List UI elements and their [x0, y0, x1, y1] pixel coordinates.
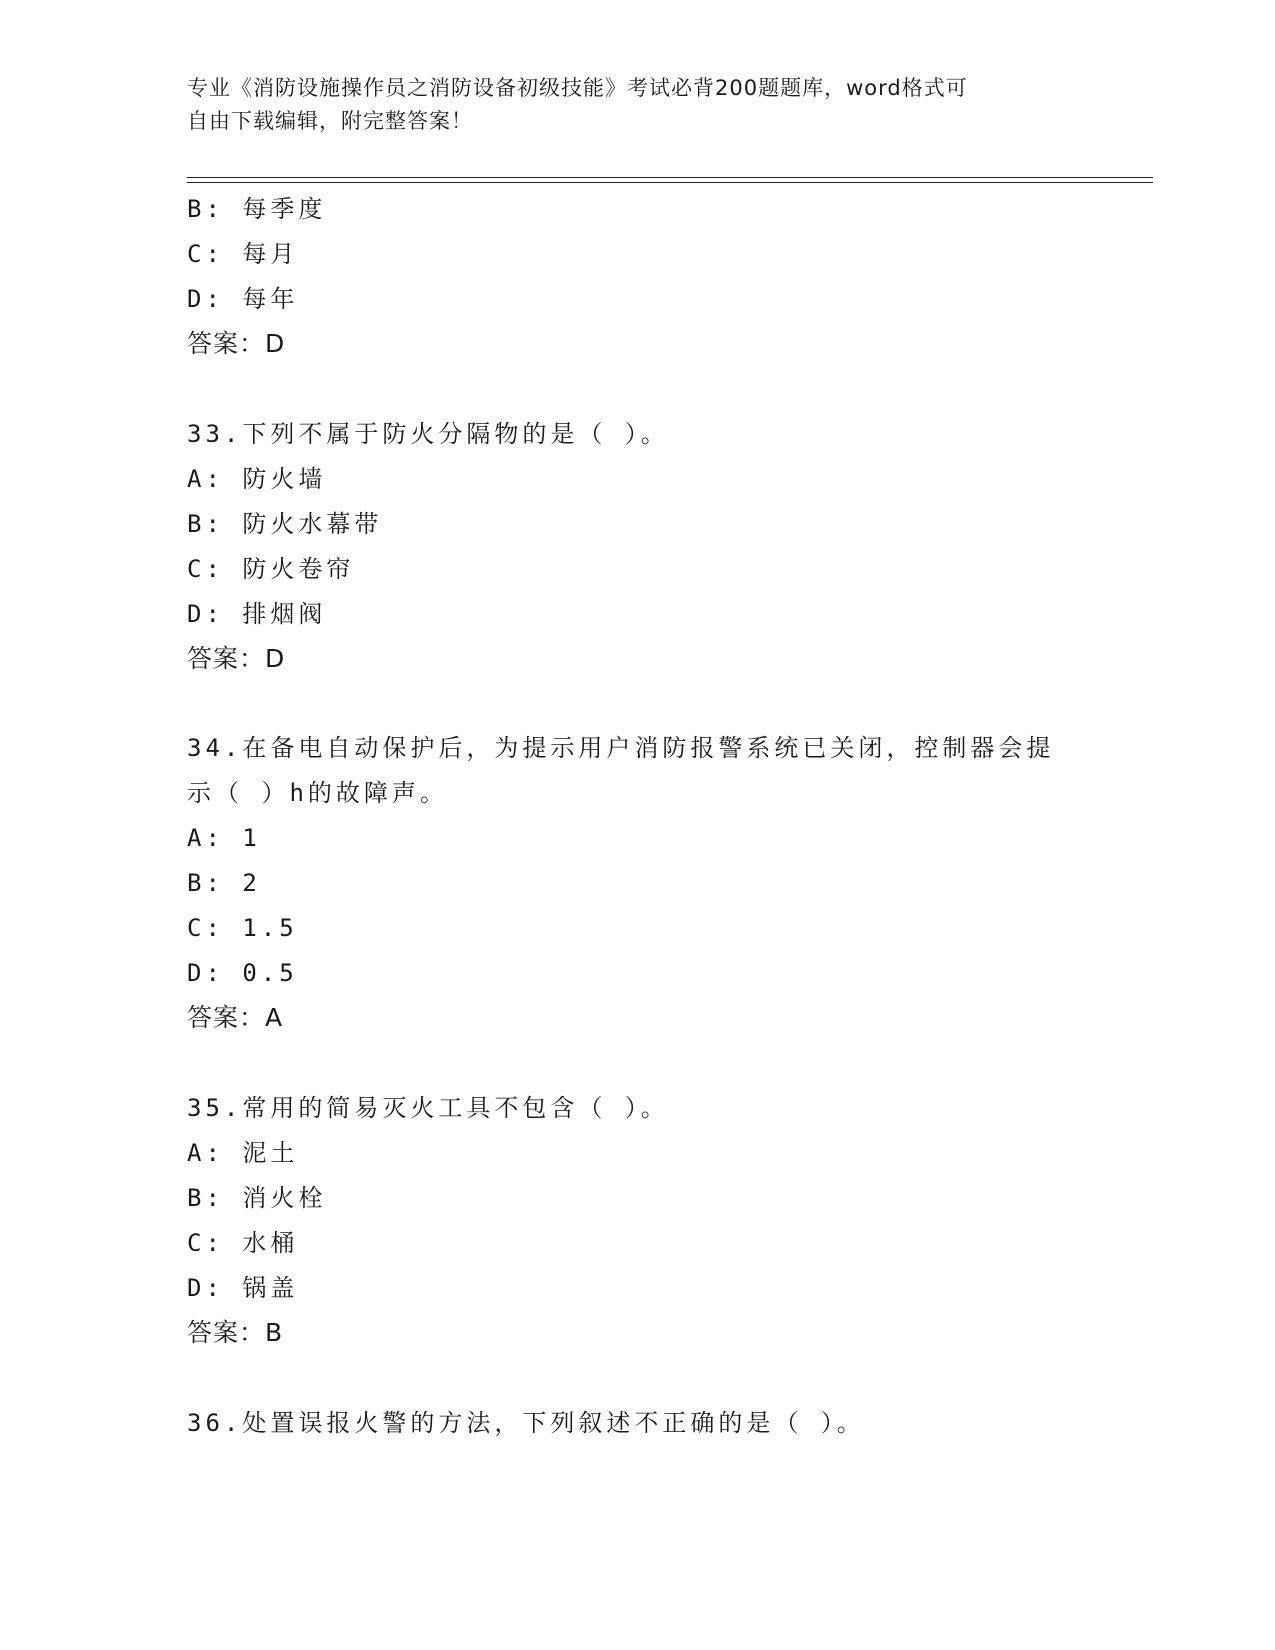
- header-line-2: 自由下载编辑，附完整答案！: [187, 109, 473, 133]
- header-line-1: 专业《消防设施操作员之消防设备初级技能》考试必背200题题库，word格式可: [187, 76, 968, 100]
- q32-answer: 答案：D: [187, 329, 286, 358]
- q35-answer: 答案：B: [187, 1318, 284, 1347]
- q32-option-b: B: 每季度: [187, 195, 327, 223]
- q36-stem: 36.处置误报火警的方法，下列叙述不正确的是（ ）。: [187, 1409, 865, 1437]
- q32-option-c: C: 每月: [187, 240, 299, 268]
- q35-option-c: C: 水桶: [187, 1229, 299, 1257]
- q34-stem-line-2: 示（ ）h的故障声。: [187, 779, 448, 807]
- q33-option-c: C: 防火卷帘: [187, 555, 355, 583]
- q33-answer: 答案：D: [187, 644, 286, 673]
- q33-stem: 33.下列不属于防火分隔物的是（ ）。: [187, 420, 669, 448]
- q32-option-d: D: 每年: [187, 285, 299, 313]
- q34-option-c: C: 1.5: [187, 914, 298, 942]
- q33-option-a: A: 防火墙: [187, 465, 327, 493]
- q35-option-a: A: 泥土: [187, 1139, 299, 1167]
- q34-option-b: B: 2: [187, 869, 261, 897]
- q34-stem-line-1: 34.在备电自动保护后，为提示用户消防报警系统已关闭，控制器会提: [187, 734, 1055, 762]
- q35-option-d: D: 锅盖: [187, 1274, 299, 1302]
- q34-option-a: A: 1: [187, 824, 261, 852]
- q35-stem: 35.常用的简易灭火工具不包含（ ）。: [187, 1094, 669, 1122]
- q34-answer: 答案：A: [187, 1003, 284, 1032]
- header-divider-bottom: [187, 182, 1153, 183]
- q33-option-b: B: 防火水幕带: [187, 510, 383, 538]
- q33-option-d: D: 排烟阀: [187, 600, 327, 628]
- q35-option-b: B: 消火栓: [187, 1184, 327, 1212]
- document-header: [187, 72, 1067, 138]
- q34-option-d: D: 0.5: [187, 959, 298, 987]
- header-divider-top: [187, 177, 1153, 178]
